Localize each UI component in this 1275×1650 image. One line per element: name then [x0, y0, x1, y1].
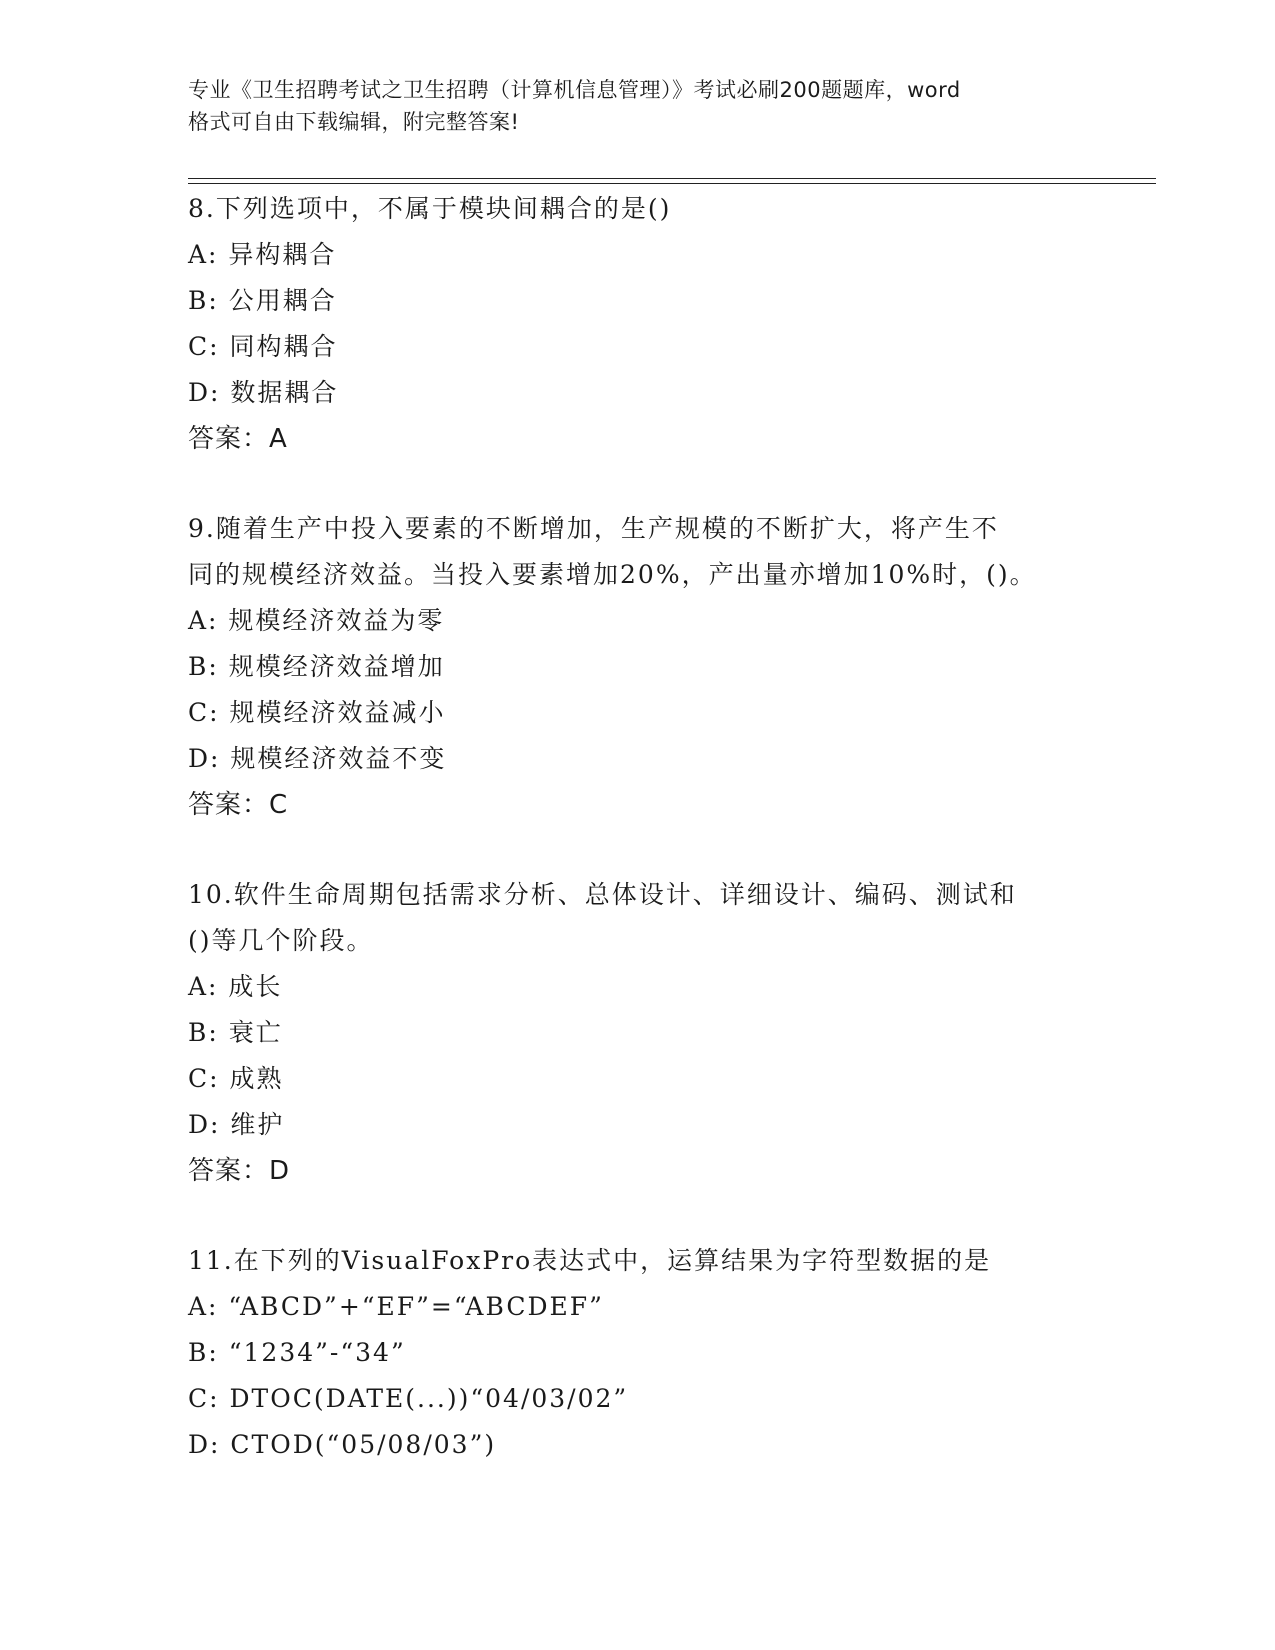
question-9: [188, 506, 1088, 828]
option-c: C: 同构耦合: [188, 332, 338, 361]
option-b: B: 公用耦合: [188, 286, 337, 315]
option-a: A: 成长: [188, 972, 283, 1001]
question-stem: 11.在下列的VisualFoxPro表达式中，运算结果为字符型数据的是: [188, 1246, 992, 1275]
question-11: [188, 1238, 1088, 1468]
question-spacer: [188, 828, 1088, 872]
option-d: D: 维护: [188, 1110, 285, 1139]
header-rule-top: [188, 178, 1156, 179]
option-a: A: 规模经济效益为零: [188, 606, 445, 635]
answer-label: 答案：A: [188, 424, 288, 454]
option-d: D: CTOD(“05/08/03”): [188, 1430, 497, 1459]
header-line-1: 专业《卫生招聘考试之卫生招聘（计算机信息管理）》考试必刷200题题库，word: [188, 78, 961, 102]
option-c: C: 成熟: [188, 1064, 284, 1093]
option-a: A: 异构耦合: [188, 240, 337, 269]
option-d: D: 规模经济效益不变: [188, 744, 447, 773]
option-c: C: 规模经济效益减小: [188, 698, 446, 727]
question-8: [188, 186, 1088, 462]
option-c: C: DTOC(DATE(...))“04/03/02”: [188, 1384, 629, 1413]
question-list: [188, 186, 1088, 1468]
question-spacer: [188, 462, 1088, 506]
question-spacer: [188, 1194, 1088, 1238]
option-b: B: 规模经济效益增加: [188, 652, 445, 681]
option-b: B: “1234”-“34”: [188, 1338, 406, 1367]
question-10: [188, 872, 1088, 1194]
question-stem: 8.下列选项中，不属于模块间耦合的是(): [188, 194, 672, 223]
option-b: B: 衰亡: [188, 1018, 283, 1047]
option-d: D: 数据耦合: [188, 378, 339, 407]
header-line-2: 格式可自由下载编辑，附完整答案!: [188, 110, 520, 134]
header-rule-bottom: [188, 183, 1156, 184]
question-stem-continued: ()等几个阶段。: [188, 926, 374, 955]
document-header: [188, 74, 1088, 138]
question-stem: 10.软件生命周期包括需求分析、总体设计、详细设计、编码、测试和: [188, 880, 1017, 909]
answer-label: 答案：C: [188, 790, 289, 820]
question-stem-continued: 同的规模经济效益。当投入要素增加20%，产出量亦增加10%时，()。: [188, 560, 1037, 589]
answer-label: 答案：D: [188, 1156, 291, 1186]
question-stem: 9.随着生产中投入要素的不断增加，生产规模的不断扩大，将产生不: [188, 514, 999, 543]
option-a: A: “ABCD”+“EF”=“ABCDEF”: [188, 1292, 604, 1321]
